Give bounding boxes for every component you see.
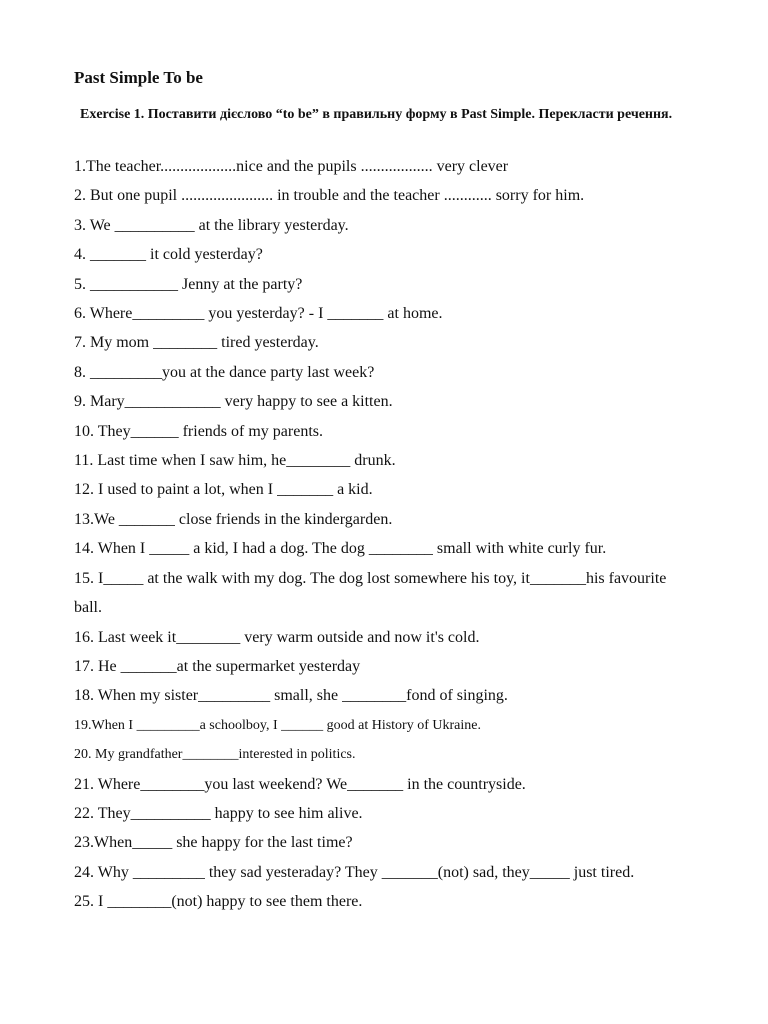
exercise-instruction: Exercise 1. Поставити дієслово “to be” в правильну форму в Past Simple. Перекласти речення. [80, 107, 673, 122]
exercise-list [74, 152, 694, 917]
exercise-item-5: 5. ___________ Jenny at the party? [74, 275, 303, 293]
exercise-item-21: 21. Where________you last weekend? We_______ in the countryside. [74, 775, 526, 793]
exercise-item-24: 24. Why _________ they sad yesteraday? They _______(not) sad, they_____ just tired. [74, 863, 635, 881]
exercise-item-17: 17. He _______at the supermarket yesterday [74, 657, 361, 675]
exercise-item-11: 11. Last time when I saw him, he________ drunk. [74, 452, 396, 470]
exercise-item-20: 20. My grandfather________interested in politics. [74, 747, 356, 763]
exercise-item-3: 3. We __________ at the library yesterday. [74, 216, 349, 234]
exercise-item-7: 7. My mom ________ tired yesterday. [74, 334, 319, 352]
exercise-item-9: 9. Mary____________ very happy to see a kitten. [74, 393, 393, 411]
exercise-item-25: 25. I ________(not) happy to see them there. [74, 893, 363, 911]
exercise-item-14: 14. When I _____ a kid, I had a dog. The dog ________ small with white curly fur. [74, 540, 607, 558]
exercise-item-18: 18. When my sister_________ small, she ________fond of singing. [74, 687, 508, 705]
exercise-item-13: 13.We _______ close friends in the kindergarden. [74, 510, 393, 528]
exercise-item-8: 8. _________you at the dance party last week? [74, 363, 375, 381]
exercise-item-10: 10. They______ friends of my parents. [74, 422, 323, 440]
exercise-item-1: 1.The teacher...................nice and the pupils .................. very clever [74, 158, 509, 175]
exercise-item-16: 16. Last week it________ very warm outside and now it's cold. [74, 628, 480, 646]
exercise-item-15: 15. I_____ at the walk with my dog. The dog lost somewhere his toy, it_______his favourite ball. [74, 569, 667, 617]
worksheet-title: Past Simple To be [74, 68, 203, 87]
exercise-item-23: 23.When_____ she happy for the last time? [74, 834, 353, 852]
exercise-item-2: 2. But one pupil ....................... in trouble and the teacher ............ sorry for him. [74, 187, 585, 205]
exercise-item-19: 19.When I _________a schoolboy, I ______ good at History of Ukraine. [74, 717, 481, 733]
exercise-item-6: 6. Where_________ you yesterday? - I _______ at home. [74, 305, 443, 323]
exercise-item-12: 12. I used to paint a lot, when I _______ a kid. [74, 481, 373, 499]
exercise-item-4: 4. _______ it cold yesterday? [74, 246, 263, 264]
exercise-item-22: 22. They__________ happy to see him alive. [74, 804, 363, 822]
